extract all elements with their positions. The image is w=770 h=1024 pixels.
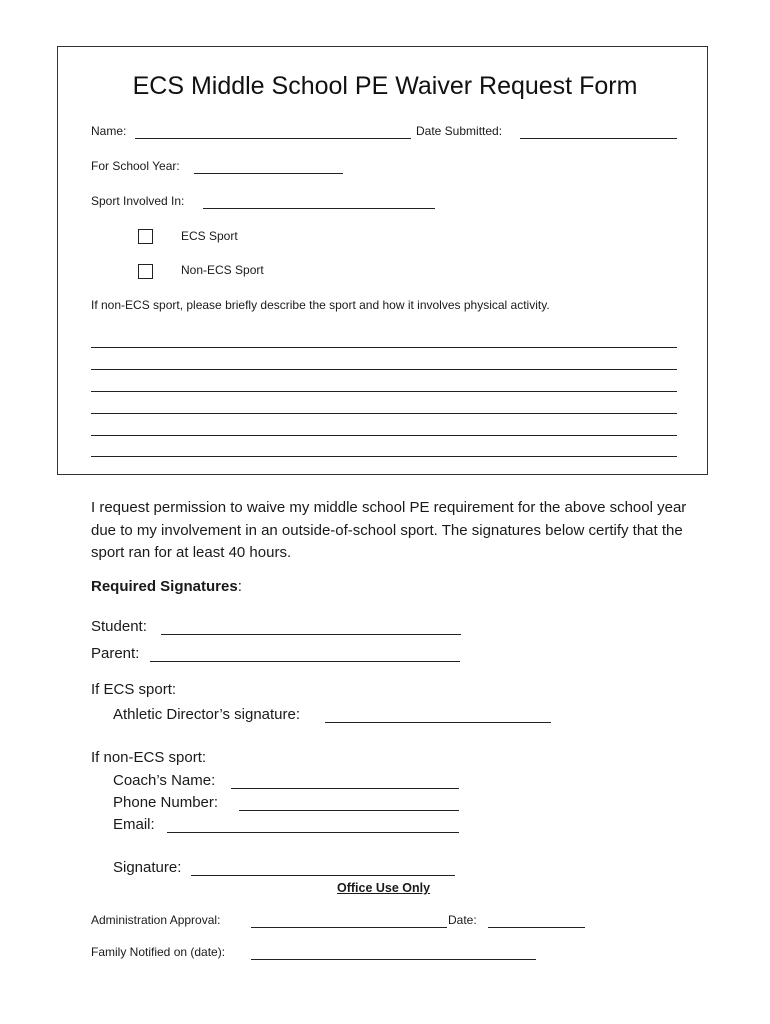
form-box — [57, 46, 708, 475]
parent-label: Parent: — [91, 645, 140, 662]
parent-signature-field[interactable] — [150, 661, 460, 662]
required-signatures-colon: : — [237, 578, 242, 595]
if-ecs-label: If ECS sport: — [91, 681, 177, 698]
description-line[interactable] — [91, 347, 677, 348]
waiver-statement: I request permission to waive my middle school PE requirement for the above school year due to my involvement in an outside-of-school sport. The signatures below certify that the sport ran for at least 40 hours. — [91, 499, 687, 561]
non-ecs-sport-label: Non-ECS Sport — [181, 263, 264, 277]
family-notified-label: Family Notified on (date): — [91, 945, 226, 959]
name-field[interactable] — [135, 138, 411, 139]
coach-signature-field[interactable] — [191, 875, 455, 876]
description-line[interactable] — [91, 413, 677, 414]
description-line[interactable] — [91, 391, 677, 392]
admin-approval-field[interactable] — [251, 927, 447, 928]
school-year-label: For School Year: — [91, 159, 180, 173]
name-label: Name: — [91, 124, 127, 138]
school-year-field[interactable] — [194, 173, 343, 174]
sport-involved-field[interactable] — [203, 208, 435, 209]
phone-number-label: Phone Number: — [113, 794, 219, 811]
ecs-sport-label: ECS Sport — [181, 229, 238, 243]
required-signatures-heading — [91, 578, 242, 595]
date-submitted-field[interactable] — [520, 138, 677, 139]
required-signatures-text: Required Signatures — [91, 578, 238, 595]
student-label: Student: — [91, 618, 147, 635]
admin-approval-label: Administration Approval: — [91, 913, 221, 927]
date-submitted-label: Date Submitted: — [416, 124, 503, 138]
email-label: Email: — [113, 816, 155, 833]
form-title: ECS Middle School PE Waiver Request Form — [132, 72, 638, 100]
non-ecs-sport-checkbox[interactable] — [138, 264, 153, 279]
description-line[interactable] — [91, 456, 677, 457]
description-line[interactable] — [91, 369, 677, 370]
sport-involved-label: Sport Involved In: — [91, 194, 185, 208]
coach-signature-label: Signature: — [113, 859, 182, 876]
athletic-director-signature-field[interactable] — [325, 722, 551, 723]
athletic-director-label: Athletic Director’s signature: — [113, 706, 301, 723]
approval-date-field[interactable] — [488, 927, 585, 928]
student-signature-field[interactable] — [161, 634, 461, 635]
email-field[interactable] — [167, 832, 459, 833]
coach-name-field[interactable] — [231, 788, 459, 789]
family-notified-field[interactable] — [251, 959, 536, 960]
coach-name-label: Coach’s Name: — [113, 772, 216, 789]
approval-date-label: Date: — [448, 913, 477, 927]
description-line[interactable] — [91, 435, 677, 436]
office-use-heading: Office Use Only — [337, 881, 431, 895]
phone-number-field[interactable] — [239, 810, 459, 811]
describe-prompt: If non-ECS sport, please briefly describe the sport and how it involves physical activity. — [91, 298, 550, 312]
if-non-ecs-label: If non-ECS sport: — [91, 749, 207, 766]
ecs-sport-checkbox[interactable] — [138, 229, 153, 244]
